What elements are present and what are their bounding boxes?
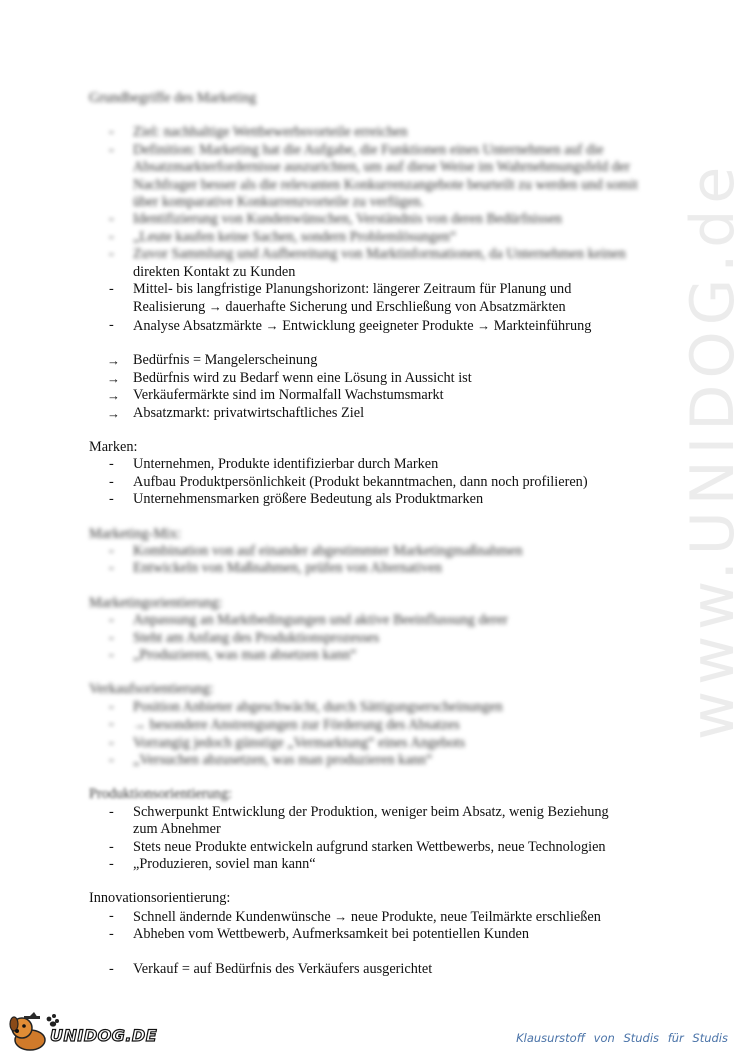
produktionsorientierung-list (89, 804, 649, 874)
final-list (89, 961, 649, 978)
list-item: - „Versuchen abzusetzen, was man produzieren kann“ (109, 752, 433, 768)
list-item: - Mittel- bis langfristige Planungshorizont: längerer Zeitraum für Planung und Realisierung → dauerhafte Sicherung und Erschließung von Absatzmärkten (109, 281, 572, 316)
list-item: - Abheben vom Wettbewerb, Aufmerksamkeit bei potentiellen Kunden (109, 926, 530, 943)
section-heading-verkaufsorientierung: Verkaufsorientierung: (89, 681, 214, 698)
list-item: - Anpassung an Marktbedingungen und aktive Beeinflussung derer (109, 612, 508, 629)
list-item: - Vorrangig jedoch günstige „Vermarktung“ eines Angebots (109, 734, 466, 751)
list-item: - Aufbau Produktpersönlichkeit (Produkt bekanntmachen, dann noch profilieren) (109, 473, 588, 490)
arrow-icon: → (265, 317, 279, 333)
arrow-icon: → (107, 370, 120, 386)
list-item: - Analyse Absatzmärkte → Entwicklung geeigneter Produkte → Markteinführung (109, 316, 592, 334)
arrow-item: → Bedürfnis wird zu Bedarf wenn eine Lösung in Aussicht ist (107, 369, 472, 386)
document-body (89, 90, 649, 978)
list-item: - Unternehmensmarken größere Bedeutung als Produktmarken (109, 491, 484, 508)
arrow-icon: → (208, 299, 222, 315)
marken-list (89, 456, 649, 508)
marketing-mix-list (89, 543, 649, 578)
unidog-logo[interactable] (4, 1010, 158, 1054)
section-heading-marketingorientierung: Marketingorientierung: (89, 594, 223, 611)
arrow-icon: → (133, 717, 146, 733)
arrow-item: → Verkäufermärkte sind im Normalfall Wachstumsmarkt (107, 387, 444, 404)
arrow-icon: → (477, 317, 491, 333)
arrow-icon: → (107, 405, 120, 421)
list-item: - Schnell ändernde Kundenwünsche → neue Produkte, neue Teilmärkte erschließen (109, 907, 601, 925)
grundbegriffe-list (89, 124, 649, 335)
list-item: - Verkauf = auf Bedürfnis des Verkäufers ausgerichtet (109, 960, 433, 977)
list-item: - Stets neue Produkte entwickeln aufgrund starken Wettbewerbs, neue Technologien (109, 838, 606, 855)
arrow-icon: → (107, 388, 120, 404)
section-heading-innovationsorientierung: Innovationsorientierung: (89, 890, 231, 907)
arrow-item: → Bedürfnis = Mangelerscheinung (107, 352, 318, 369)
section-heading-produktionsorientierung: Produktionsorientierung: (89, 786, 232, 803)
list-item: - Steht am Anfang des Produktionsprozesses (109, 629, 380, 646)
list-item: - „Produzieren, was man absetzen kann“ (109, 646, 357, 663)
list-item: - Unternehmen, Produkte identifizierbar durch Marken (109, 456, 439, 473)
list-item: - Entwickeln von Maßnahmen, prüfen von Alternativen (109, 560, 442, 577)
list-item: - Ziel: nachhaltige Wettbewerbsvorteile erreichen (109, 124, 408, 141)
arrow-list (89, 352, 649, 422)
watermark (668, 160, 748, 740)
list-item-continuation: direkten Kontakt zu Kunden (133, 263, 296, 280)
arrow-item: → Absatzmarkt: privatwirtschaftliches Ziel (107, 404, 365, 421)
list-item: - Zuvor Sammlung und Aufbereitung von Marktinformationen, da Unternehmen keinen direkten Kontakt zu Kunden (109, 246, 626, 280)
logo-text: UNIDOG.DE (50, 1026, 158, 1045)
verkaufsorientierung-list (89, 699, 649, 770)
list-item: - Identifizierung von Kundenwünschen, Verständnis von deren Bedürfnissen (109, 211, 562, 228)
list-item: - Position Anbieter abgeschwächt, durch Sättigungserscheinungen (109, 698, 503, 715)
watermark-text: www.UNIDOG.de (678, 160, 748, 740)
list-item: - Schwerpunkt Entwicklung der Produktion, weniger beim Absatz, wenig Beziehung zum Abnehmer (109, 803, 609, 838)
section-heading-marken: Marken: (89, 438, 138, 455)
list-item: - Kombination von auf einander abgestimmter Marketingmaßnahmen (109, 542, 523, 559)
list-item: - „Leute kaufen keine Sachen, sondern Problemlösungen“ (109, 228, 457, 245)
footer-tagline: Klausurstoff von Studis für Studis (516, 1031, 728, 1045)
arrow-icon: → (334, 908, 348, 924)
section-heading-grundbegriffe: Grundbegriffe des Marketing (89, 90, 257, 106)
list-item: - Definition: Marketing hat die Aufgabe, die Funktionen eines Unternehmen auf die Absatzmarkterfordernisse auszurichten, um auf diese Weise im Wahrnehmungsfeld der Nachfrager besser als die relevanten Konkurrenzangebote beurteilt zu werden und somit über komparative Konkurrenzvorteile zu verfügen. (109, 141, 638, 211)
list-item: - → besondere Anstrengungen zur Förderung des Absatzes (109, 716, 460, 734)
arrow-icon: → (107, 353, 120, 369)
marketingorientierung-list (89, 612, 649, 664)
list-item: - „Produzieren, soviel man kann“ (109, 856, 316, 873)
section-heading-marketing-mix: Marketing-Mix: (89, 525, 182, 542)
innovationsorientierung-list (89, 908, 649, 944)
